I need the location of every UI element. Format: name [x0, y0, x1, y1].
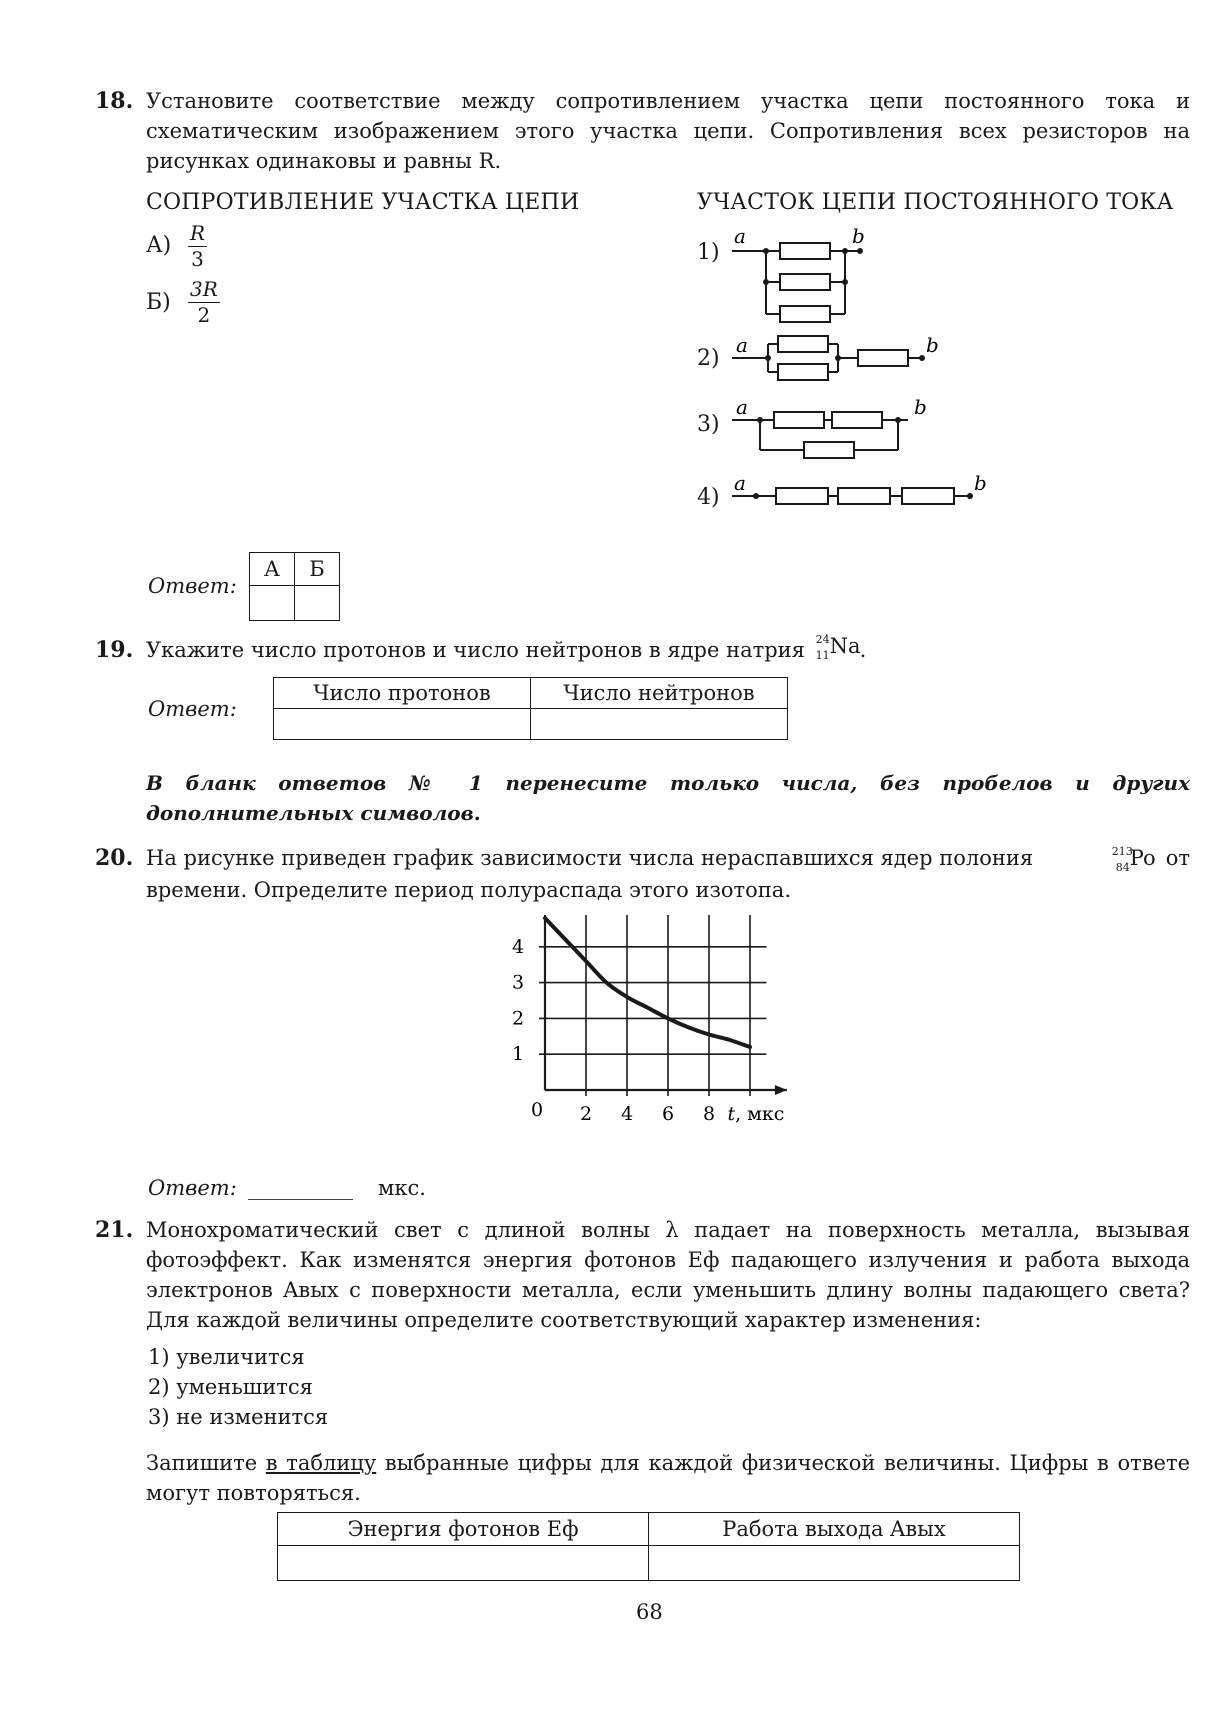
circuit-4-diagram [730, 472, 995, 517]
q19-answer-table [273, 677, 788, 740]
chart-x-tick-label: 6 [662, 1103, 675, 1125]
q21-cell-photon-energy[interactable] [278, 1546, 649, 1581]
q21-text: Монохроматический свет с длиной волны λ падает на поверхность металла, вызывая фотоэффект. Как изменятся энергия фотонов Eф падающего излучения и работа выхода электронов Aвых с поверхности металла, если уменьшить длину волны падающего света? Для каждой величины определите соответствующий характер изменения: [146, 1218, 1190, 1332]
circuit-3-diagram [730, 398, 940, 463]
circuit-2-diagram [730, 330, 940, 390]
q19-col-protons: Число протонов [274, 678, 531, 709]
q20-number: 20. [95, 845, 134, 871]
q20-text-after-1: от [1165, 846, 1190, 870]
isotope-symbol: Po [1129, 846, 1156, 870]
q21-option-1: 1) увеличится [148, 1345, 305, 1369]
q19-cell-neutrons[interactable] [531, 709, 788, 740]
chart-y-label [459, 915, 513, 917]
q18-answer-table [249, 552, 340, 621]
chart-x-tick-label: 8 [703, 1103, 716, 1125]
q18-answer-col-b: Б [295, 553, 340, 586]
q20-text-before: На рисунке приведен график зависимости числа нераспавшихся ядер полония [146, 846, 1034, 870]
circuit-3-label: 3) [697, 412, 720, 437]
q19-col-neutrons: Число нейтронов [531, 678, 788, 709]
q20-answer-blank[interactable]: __________ [248, 1176, 353, 1200]
isotope-mass: 24 [815, 633, 830, 646]
chart-x-axis-arrow [775, 1085, 787, 1095]
chart-y-tick-label: 3 [512, 971, 525, 994]
chart-x-tick-label: 2 [580, 1103, 593, 1125]
circuit-2-a: a [736, 333, 748, 357]
q21-instruction-underlined: в таблицу [265, 1451, 377, 1475]
q19-cell-protons[interactable] [274, 709, 531, 740]
q18-answer-col-a: А [250, 553, 295, 586]
chart-y-tick-label: 1 [512, 1043, 525, 1066]
q18-number: 18. [95, 88, 134, 114]
circuit-4-b: b [974, 472, 987, 495]
q18-answer-label: Ответ: [148, 574, 237, 598]
chart-y-tick-label: 4 [512, 935, 525, 958]
chart-grid [539, 915, 766, 1096]
q21-col-photon-energy: Энергия фотонов Eф [278, 1513, 649, 1546]
fraction-numerator: 3R [190, 277, 218, 301]
q21-instruction-1: Запишите [146, 1451, 266, 1475]
q21-option-2: 2) уменьшится [148, 1375, 313, 1399]
q20-answer-unit: мкс. [378, 1176, 426, 1200]
q18-option-b-fraction [188, 278, 220, 326]
isotope-atomic: 84 [1115, 861, 1130, 874]
q18-option-a-label: А) [146, 233, 172, 258]
q18-text: Установите соответствие между сопротивлением участка цепи постоянного тока и схематическим изображением этого участка цепи. Сопротивления всех резисторов на рисунках одинаковы и равны R. [146, 89, 1190, 173]
chart-x-label: t, мкс [727, 1103, 785, 1125]
circuit-1-a: a [734, 225, 746, 248]
chart-origin-label: 0 [531, 1099, 544, 1121]
q18-left-header: СОПРОТИВЛЕНИЕ УЧАСТКА ЦЕПИ [146, 190, 580, 215]
q20-line-1-end [1112, 843, 1190, 873]
q20-chart [440, 915, 820, 1155]
circuit-1-diagram [730, 225, 880, 330]
q21-answer-table [277, 1512, 1020, 1581]
chart-x-tick-label: 4 [621, 1103, 634, 1125]
q19-text-main: Укажите число протонов и число нейтронов в ядре натрия [146, 638, 805, 662]
q21-col-work-function: Работа выхода Aвых [649, 1513, 1020, 1546]
q20-line-2: времени. Определите период полураспада этого изотопа. [146, 878, 792, 902]
q19-note: В бланк ответов № 1 перенесите только числа, без пробелов и других дополнительных символов. [146, 771, 1190, 825]
fraction-denominator: 3 [191, 247, 204, 271]
q21-instruction-2: выбранные цифры для каждой физической величины. Цифры в ответе могут повторяться. [146, 1451, 1190, 1505]
circuit-4-label: 4) [697, 485, 720, 510]
fraction-numerator: R [190, 221, 206, 245]
q20-answer-label: Ответ: [148, 1176, 237, 1200]
q18-answer-cell-a[interactable] [250, 586, 295, 621]
isotope-symbol: Na [829, 634, 861, 658]
q21-number: 21. [95, 1217, 134, 1243]
circuit-1-b: b [852, 225, 865, 248]
q19-answer-label: Ответ: [148, 697, 237, 721]
q21-instruction [146, 1448, 1190, 1508]
circuit-1-label: 1) [697, 240, 720, 265]
page-number: 68 [636, 1600, 663, 1624]
chart-y-tick-label: 2 [512, 1007, 525, 1030]
circuit-3-a: a [736, 398, 748, 419]
q18-option-a-fraction [188, 222, 207, 270]
q18-option-b-label: Б) [146, 290, 171, 315]
q18-answer-cell-b[interactable] [295, 586, 340, 621]
q21-option-3: 3) не изменится [148, 1405, 329, 1429]
circuit-2-b: b [926, 333, 939, 357]
q19-text [146, 635, 1046, 665]
q19-number: 19. [95, 637, 134, 663]
isotope-atomic: 11 [815, 649, 830, 662]
circuit-2-label: 2) [697, 346, 720, 371]
circuit-3-b: b [914, 398, 927, 419]
q20-isotope [1111, 843, 1156, 874]
q21-cell-work-function[interactable] [649, 1546, 1020, 1581]
q20-line-1 [146, 843, 1190, 873]
isotope-mass: 213 [1111, 845, 1133, 858]
q19-text-end: . [859, 638, 867, 662]
fraction-denominator: 2 [197, 303, 211, 327]
q19-isotope [812, 633, 861, 662]
circuit-4-a: a [734, 472, 746, 495]
q18-right-header: УЧАСТОК ЦЕПИ ПОСТОЯННОГО ТОКА [697, 190, 1174, 215]
